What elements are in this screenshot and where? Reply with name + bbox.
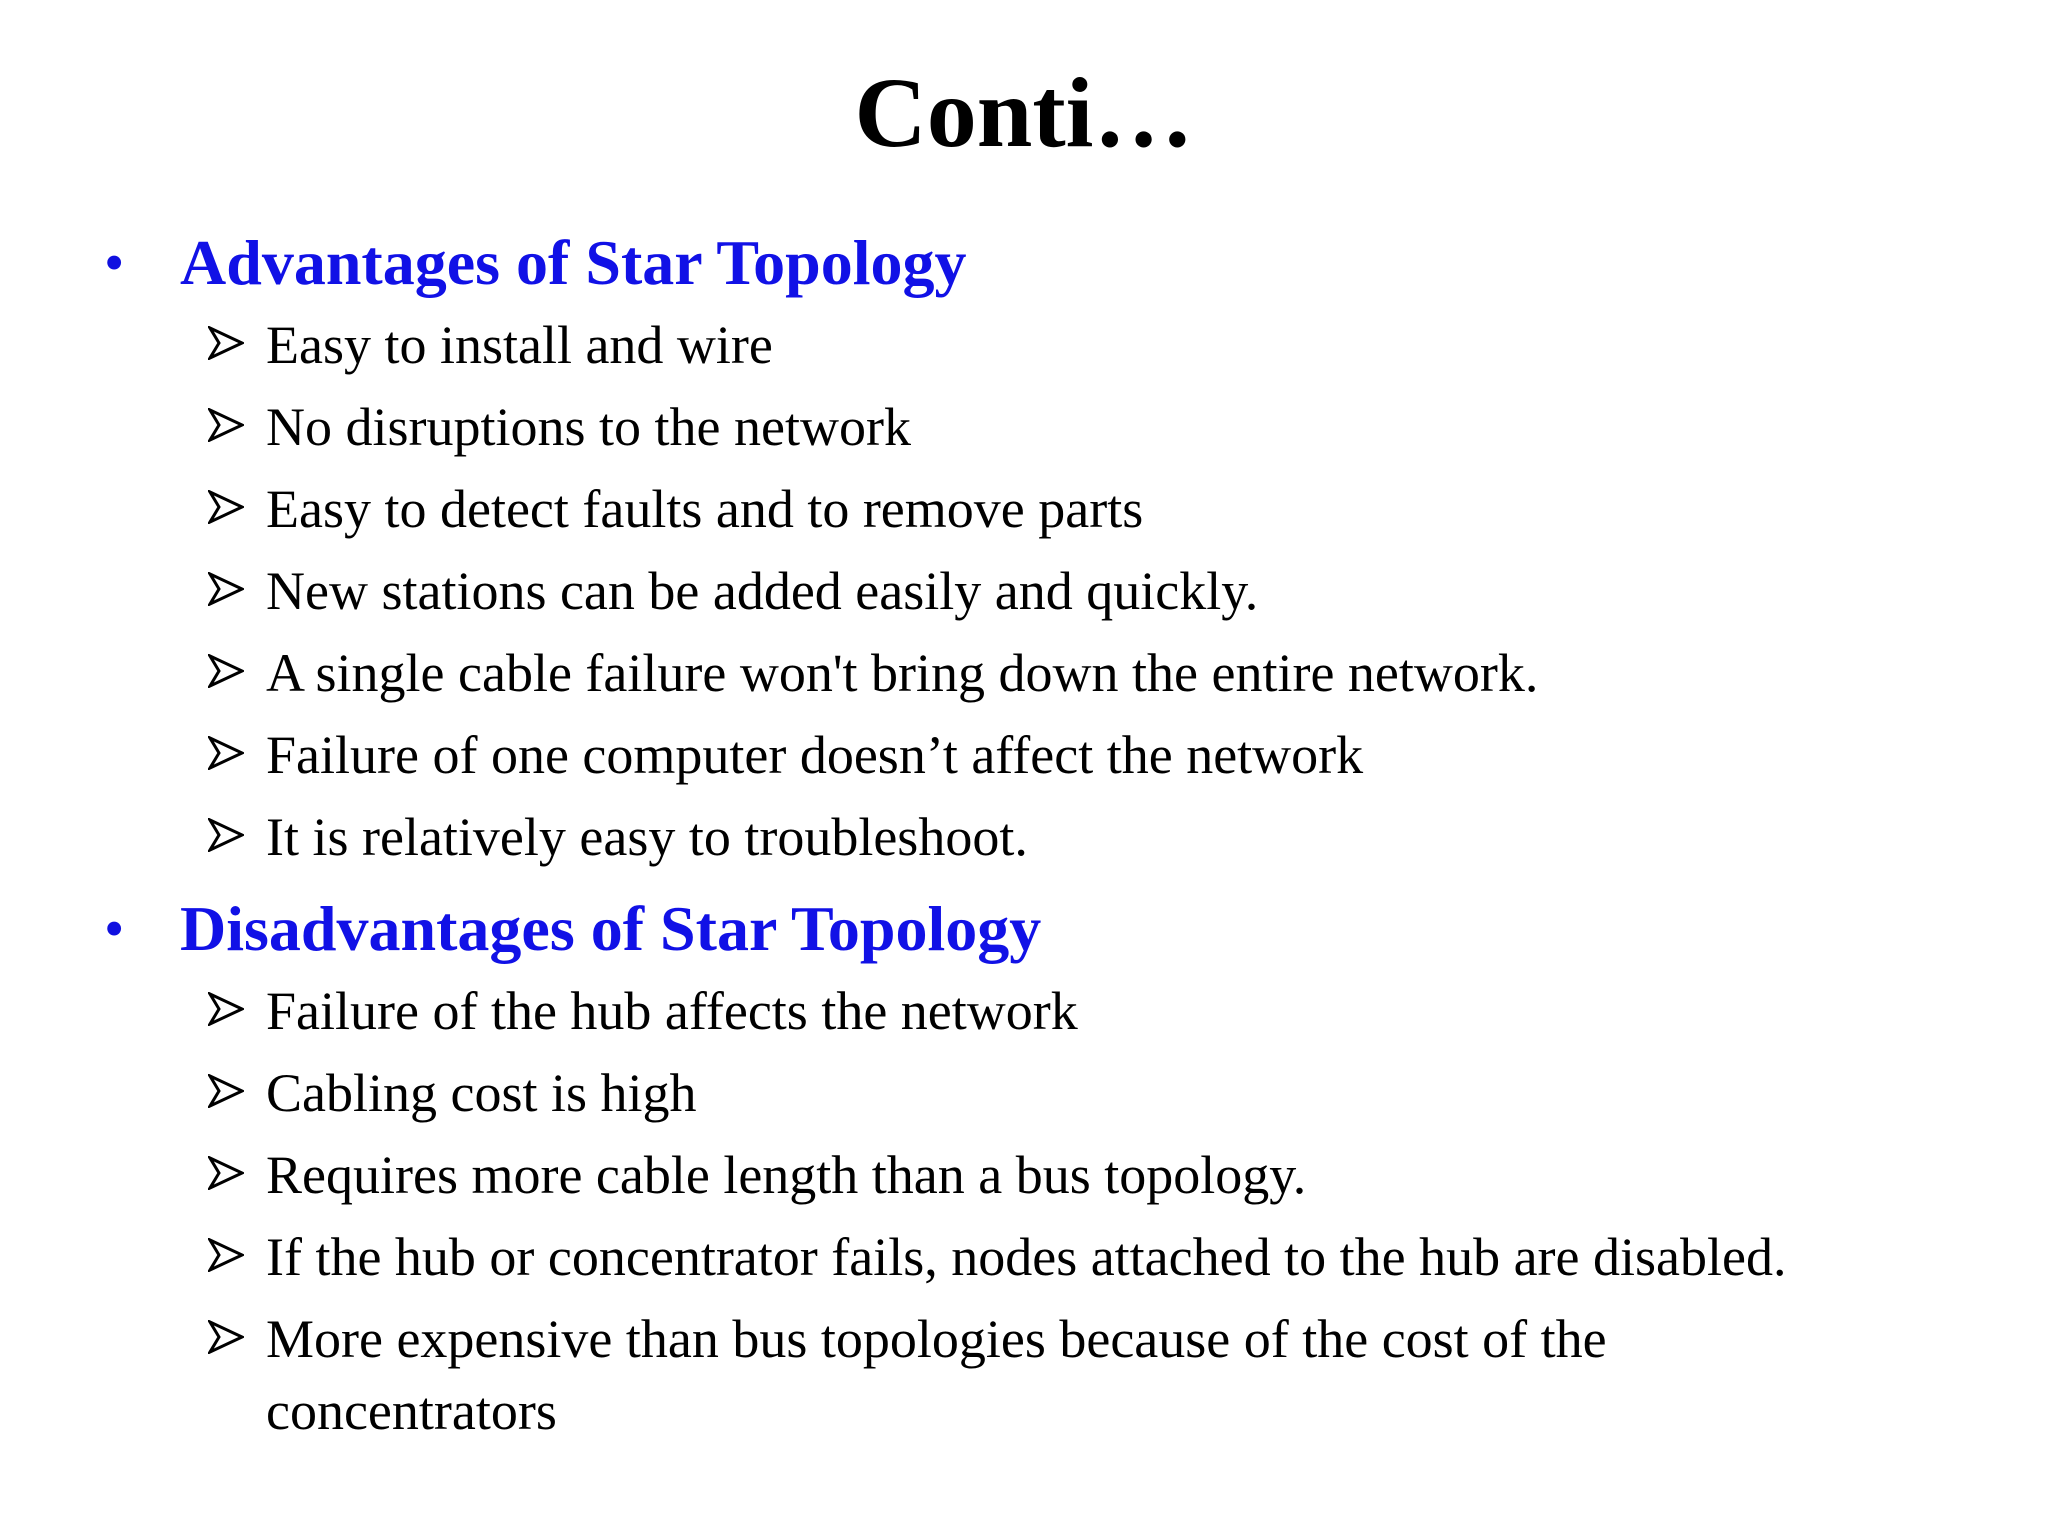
list-item bbox=[0, 632, 2048, 714]
advantages-heading-row bbox=[0, 222, 2048, 304]
list-item-text: Easy to install and wire bbox=[266, 315, 773, 375]
list-item bbox=[0, 1298, 2048, 1462]
arrow-bullet-icon bbox=[208, 490, 244, 524]
list-item-text: Failure of the hub affects the network bbox=[266, 981, 1078, 1041]
list-item bbox=[0, 304, 2048, 386]
arrow-bullet-icon bbox=[208, 1074, 244, 1108]
list-item-text: New stations can be added easily and quickly. bbox=[266, 561, 1259, 621]
list-item bbox=[0, 714, 2048, 796]
list-item-text: A single cable failure won't bring down the entire network. bbox=[266, 643, 1539, 703]
disadvantages-section bbox=[0, 888, 2048, 1462]
arrow-bullet-icon bbox=[208, 992, 244, 1026]
arrow-bullet-icon bbox=[208, 408, 244, 442]
disadvantages-heading-row bbox=[0, 888, 2048, 970]
arrow-bullet-icon bbox=[208, 736, 244, 770]
list-item-text: More expensive than bus topologies because of the cost of the concentrators bbox=[266, 1309, 1607, 1441]
arrow-bullet-icon bbox=[208, 1156, 244, 1190]
list-item bbox=[0, 1216, 2048, 1298]
list-item bbox=[0, 970, 2048, 1052]
list-item bbox=[0, 386, 2048, 468]
arrow-bullet-icon bbox=[208, 326, 244, 360]
list-item bbox=[0, 1134, 2048, 1216]
list-item-text: It is relatively easy to troubleshoot. bbox=[266, 807, 1028, 867]
list-item bbox=[0, 468, 2048, 550]
advantages-heading: Advantages of Star Topology bbox=[180, 227, 967, 298]
bullet-dot-icon: • bbox=[104, 896, 125, 961]
arrow-bullet-icon bbox=[208, 572, 244, 606]
slide-title: Conti… bbox=[854, 57, 1194, 168]
list-item-text: No disruptions to the network bbox=[266, 397, 911, 457]
arrow-bullet-icon bbox=[208, 654, 244, 688]
list-item-text: Easy to detect faults and to remove parts bbox=[266, 479, 1144, 539]
disadvantages-heading: Disadvantages of Star Topology bbox=[180, 893, 1042, 964]
arrow-bullet-icon bbox=[208, 818, 244, 852]
list-item-text: If the hub or concentrator fails, nodes attached to the hub are disabled. bbox=[266, 1227, 1787, 1287]
bullet-dot-icon: • bbox=[104, 230, 125, 295]
list-item-text: Requires more cable length than a bus topology. bbox=[266, 1145, 1307, 1205]
advantages-section bbox=[0, 222, 2048, 878]
list-item bbox=[0, 550, 2048, 632]
disadvantages-list bbox=[0, 970, 2048, 1462]
advantages-list bbox=[0, 304, 2048, 878]
list-item bbox=[0, 796, 2048, 878]
arrow-bullet-icon bbox=[208, 1320, 244, 1354]
list-item-text: Cabling cost is high bbox=[266, 1063, 697, 1123]
list-item-text: Failure of one computer doesn’t affect the network bbox=[266, 725, 1364, 785]
list-item bbox=[0, 1052, 2048, 1134]
arrow-bullet-icon bbox=[208, 1238, 244, 1272]
